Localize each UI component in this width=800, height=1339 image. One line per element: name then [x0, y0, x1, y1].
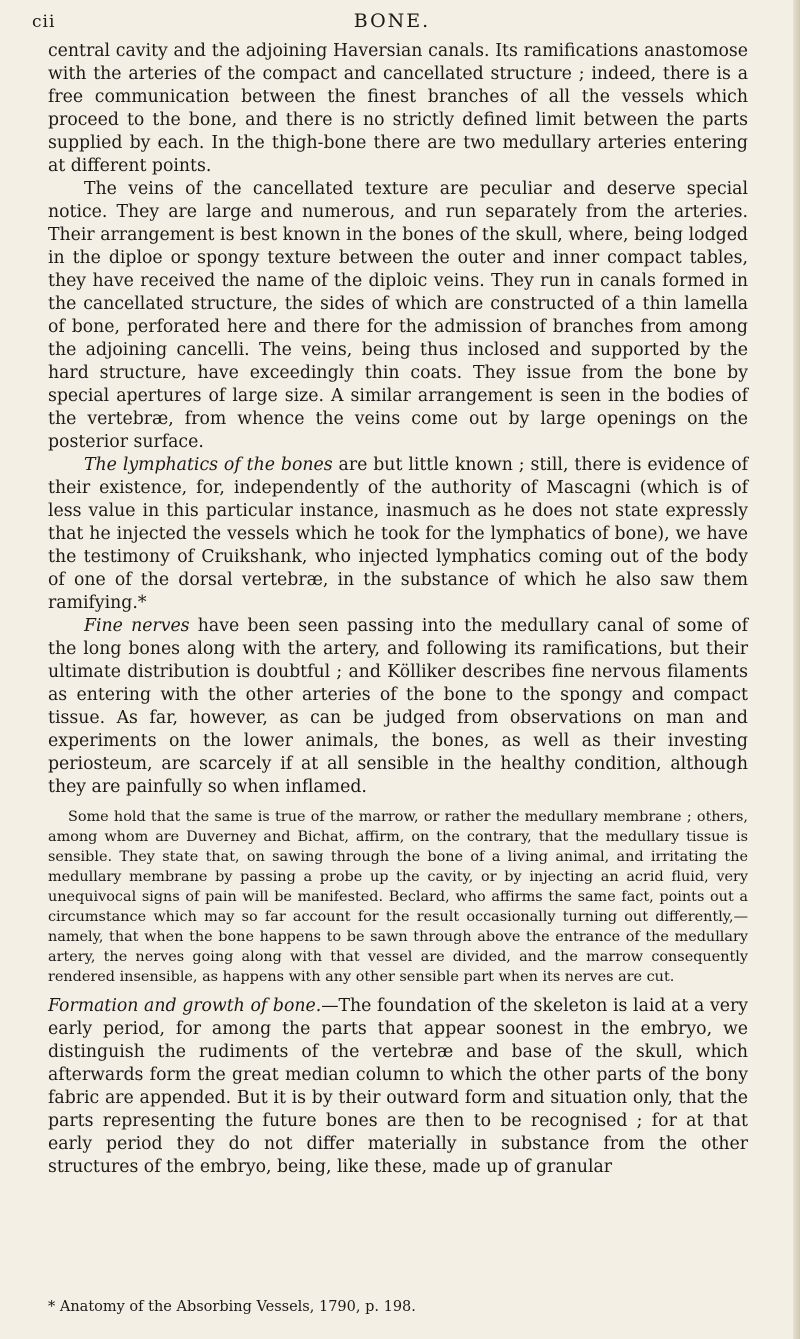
paragraph-lymphatics [48, 454, 748, 615]
footnote: * Anatomy of the Absorbing Vessels, 1790, p. 198. [48, 1299, 416, 1315]
page-header [32, 8, 752, 36]
paragraph-marrow-sensibility: Some hold that the same is true of the marrow, or rather the medullary membrane ; others, among whom are Duverney and Bichat, affirm, on the contrary, that the medullary tissue is sensible. They state that, on sawing through the bone of a living animal, and irritating the medullary membrane by passing a probe up the cavity, or by injecting an acrid fluid, very unequivocal signs of pain will be manifested. Beclard, who affirms the same fact, points out a circumstance which may so far account for the result occasionally turning out differently,—namely, that when the bone happens to be sawn through above the entrance of the medullary artery, the nerves going along with that vessel are divided, and the marrow consequently rendered insensible, as happens with any other sensible part when its nerves are cut. [48, 809, 748, 985]
lymphatics-heading: The lymphatics of the bones [84, 455, 333, 475]
nerves-text: have been seen passing into the medullary canal of some of the long bones along with the artery, and following its ramifications, but their ultimate distribution is doubtful ; and Kölliker describes fine nervous filaments as entering with the other arteries of the bone to the spongy and compact tissue. As far, however, as can be judged from observations on man and experiments on the lower animals, the bones, as well as their investing periosteum, are scarcely if at all sensible in the healthy condition, although they are painfully so when inflamed. [48, 616, 749, 797]
paragraph-arteries: central cavity and the adjoining Haversian canals. Its ramifications anastomose with the arteries of the compact and cancellated structure ; indeed, there is a free communication between the finest branches of all the vessels which proceed to the bone, and there is no strictly defined limit between the parts supplied by each. In the thigh-bone there are two medullary arteries entering at different points. [48, 41, 748, 176]
formation-heading: Formation and growth of bone. [48, 996, 322, 1016]
formation-text: —The foundation of the skeleton is laid at a very early period, for among the parts that appear soonest in the embryo, we distinguish the rudiments of the vertebræ and base of the skull, which afterwards form the great median column to which the other parts of the bony fabric are appended. But it is by their outward form and situation only, that the parts representing the future bones are then to be recognised ; for at that early period they do not differ materially in substance from the other structures of the embryo, being, like these, made up of granular [48, 996, 748, 1177]
lymphatics-text: are but little known ; still, there is evidence of their existence, for, independently of the authority of Mascagni (which is of less value in this particular instance, inasmuch as he does not state expressly that he injected the vessels which he took for the lymphatics of bone), we have the testimony of Cruikshank, who injected lymphatics coming out of the body of one of the dorsal vertebræ, in the substance of which he also saw them ramifying.* [48, 455, 748, 613]
running-title: BONE. [353, 10, 431, 32]
main-text-bottom [48, 995, 748, 1179]
paragraph-formation [48, 995, 748, 1179]
paragraph-veins: The veins of the cancellated texture are peculiar and deserve special notice. They are large and numerous, and run separately from the arteries. Their arrangement is best known in the bones of the skull, where, being lodged in the diploe or spongy texture between the outer and inner compact tables, they have received the name of the diploic veins. They run in canals formed in the cancellated structure, the sides of which are constructed of a thin lamella of bone, perforated here and there for the admission of branches from among the adjoining cancelli. The veins, being thus inclosed and supported by the hard structure, have exceedingly thin coats. They issue from the bone by special apertures of large size. A similar arrangement is seen in the bodies of the vertebræ, from whence the veins come out by large openings on the posterior surface. [48, 179, 748, 452]
small-print-block [48, 807, 748, 987]
paragraph-nerves [48, 615, 748, 799]
main-text-top [48, 40, 748, 799]
nerves-heading: Fine nerves [84, 616, 190, 636]
footnote-area [48, 1298, 748, 1316]
page-number: cii [32, 12, 56, 32]
page-body [48, 40, 748, 1179]
